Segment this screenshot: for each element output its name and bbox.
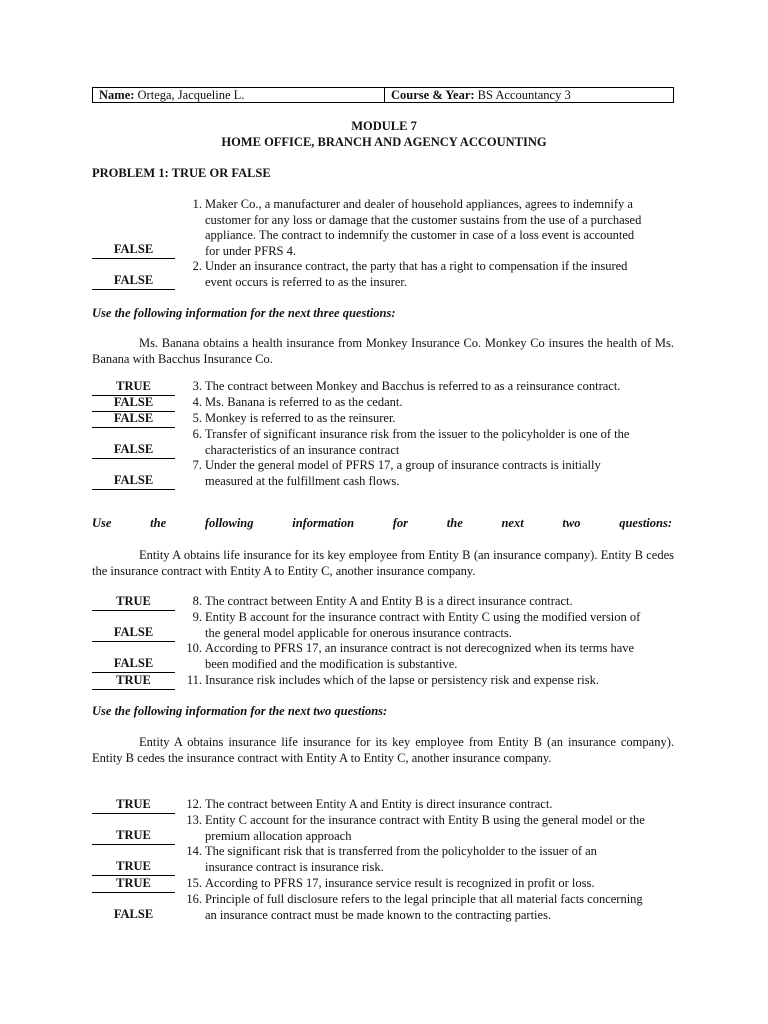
question-item [92, 673, 712, 689]
answer-blank: FALSE [92, 411, 175, 428]
instruction-word: Use [92, 516, 112, 530]
course-value: BS Accountancy 3 [477, 88, 571, 102]
answer-blank: FALSE [92, 442, 175, 459]
question-number: 14. [186, 844, 202, 858]
question-line: premium allocation approach [205, 828, 352, 843]
question-text [205, 197, 705, 259]
problem-title: PROBLEM 1: TRUE OR FALSE [92, 166, 271, 180]
question-line: customer for any loss or damage that the customer sustains from the use of a purchased [205, 212, 642, 227]
scenario-paragraph: Ms. Banana obtains a health insurance from Monkey Insurance Co. Monkey Co insures the health of Ms. Banana with Bacchus Insurance Co. [92, 336, 674, 366]
student-info-table [92, 87, 674, 103]
question-line: been modified and the modification is substantive. [205, 656, 458, 671]
instruction-word: two [562, 516, 581, 530]
question-line: Entity B account for the insurance contract with Entity C using the modified version of [205, 610, 641, 624]
question-number: 2. [192, 259, 202, 273]
answer-blank: FALSE [92, 625, 175, 642]
question-text [205, 458, 705, 489]
question-line: Maker Co., a manufacturer and dealer of household appliances, agrees to indemnify a [205, 197, 633, 211]
question-line: appliance. The contract to indemnify the customer in case of a loss event is accounted [205, 228, 635, 243]
question-number: 1. [192, 197, 202, 211]
question-text: The contract between Entity A and Entity is direct insurance contract. [205, 797, 553, 811]
question-number: 15. [186, 876, 202, 890]
instruction-word: the [150, 516, 167, 530]
question-line: The significant risk that is transferred from the policyholder to the issuer of an [205, 844, 597, 858]
question-text [205, 844, 705, 875]
name-label: Name: [99, 88, 135, 102]
answer-blank: FALSE [92, 656, 175, 673]
question-line: Principle of full disclosure refers to the legal principle that all material facts concerning [205, 892, 643, 906]
question-text [205, 259, 705, 290]
question-text [205, 641, 705, 672]
answer-blank: FALSE [92, 242, 175, 259]
question-number: 8. [192, 594, 202, 608]
question-number: 5. [192, 411, 202, 425]
course-label: Course & Year: [391, 88, 475, 102]
question-text [205, 813, 705, 844]
instruction-heading: Use the following information for the next three questions: [92, 306, 396, 320]
answer-blank: TRUE [92, 859, 175, 876]
question-line: the general model applicable for onerous insurance contracts. [205, 625, 512, 640]
instruction-word: information [292, 516, 355, 530]
question-line: Entity C account for the insurance contract with Entity B using the general model or the [205, 813, 645, 827]
question-line: Under an insurance contract, the party that has a right to compensation if the insured [205, 259, 628, 273]
question-item [92, 379, 712, 395]
scenario-paragraph: Entity A obtains life insurance for its key employee from Entity B (an insurance company). Entity B cedes the insurance contract with Entity A to Entity C, another insurance company. [92, 548, 674, 578]
question-text [205, 427, 705, 458]
answer-blank: FALSE [113, 907, 154, 921]
answer-blank: TRUE [92, 828, 175, 845]
question-line: for under PFRS 4. [205, 243, 296, 258]
instruction-heading: Use the following information for the next two questions: [92, 704, 388, 718]
name-cell [93, 88, 385, 102]
question-text: The contract between Monkey and Bacchus is referred to as a reinsurance contract. [205, 379, 621, 393]
question-line: characteristics of an insurance contract [205, 442, 400, 457]
instruction-word: following [204, 516, 254, 530]
question-number: 7. [192, 458, 202, 472]
answer-blank: TRUE [92, 594, 175, 611]
question-line: an insurance contract must be made known to the contracting parties. [205, 907, 552, 922]
question-line: measured at the fulfillment cash flows. [205, 473, 400, 488]
question-line: According to PFRS 17, an insurance contract is not derecognized when its terms have [205, 641, 635, 655]
scenario-paragraph: Entity A obtains insurance life insurance for its key employee from Entity B (an insurance company). Entity B cedes the insurance contract with Entity A to Entity C, another insurance company. [92, 735, 674, 765]
question-text: Monkey is referred to as the reinsurer. [205, 411, 396, 425]
answer-blank: FALSE [92, 395, 175, 412]
course-cell [385, 88, 673, 102]
answer-blank: TRUE [92, 797, 175, 814]
question-text: According to PFRS 17, insurance service result is recognized in profit or loss. [205, 876, 595, 890]
answer-blank: FALSE [92, 473, 175, 490]
question-number: 11. [186, 673, 202, 687]
question-text: Ms. Banana is referred to as the cedant. [205, 395, 403, 409]
question-text: Insurance risk includes which of the lapse or persistency risk and expense risk. [205, 673, 599, 687]
question-number: 10. [186, 641, 202, 655]
question-item [92, 797, 712, 813]
answer-blank: TRUE [92, 379, 175, 396]
question-number: 13. [186, 813, 202, 827]
answer-blank: FALSE [92, 273, 175, 290]
question-line: insurance contract is insurance risk. [205, 859, 384, 874]
question-line: Transfer of significant insurance risk from the issuer to the policyholder is one of the [205, 427, 630, 441]
question-number: 9. [192, 610, 202, 624]
question-number: 12. [186, 797, 202, 811]
module-title: MODULE 7 [351, 119, 417, 133]
question-item [92, 876, 712, 892]
question-item [92, 594, 712, 610]
question-line: Under the general model of PFRS 17, a group of insurance contracts is initially [205, 458, 601, 472]
answer-blank: TRUE [92, 876, 175, 893]
instruction-word: questions: [619, 516, 672, 530]
question-number: 6. [192, 427, 202, 441]
instruction-word: the [446, 516, 463, 530]
question-number: 16. [186, 892, 202, 906]
question-line: event occurs is referred to as the insurer. [205, 274, 408, 289]
question-text [205, 892, 705, 923]
instruction-word: next [501, 516, 524, 530]
question-text: The contract between Entity A and Entity B is a direct insurance contract. [205, 594, 573, 608]
question-item [92, 411, 712, 427]
instruction-heading [92, 516, 672, 532]
question-number: 3. [192, 379, 202, 393]
name-value: Ortega, Jacqueline L. [137, 88, 245, 102]
instruction-word: for [392, 516, 409, 530]
question-number: 4. [192, 395, 202, 409]
question-item [92, 395, 712, 411]
question-text [205, 610, 705, 641]
answer-blank: TRUE [92, 673, 175, 690]
module-subtitle: HOME OFFICE, BRANCH AND AGENCY ACCOUNTING [221, 135, 547, 149]
